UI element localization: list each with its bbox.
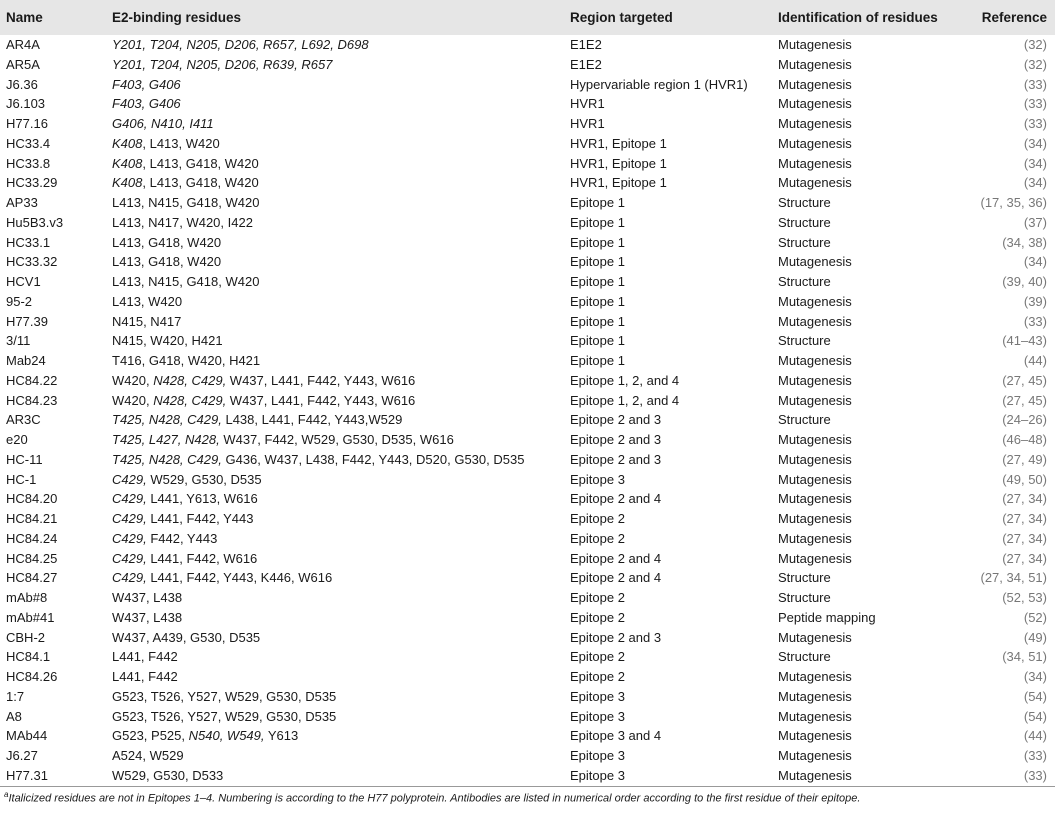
region-cell: Epitope 2 and 3	[570, 629, 662, 645]
region-cell: Epitope 1	[570, 353, 625, 368]
italic-residue-segment: N540, W549,	[188, 728, 265, 744]
region-cell: Epitope 3	[570, 471, 625, 487]
table-row	[0, 55, 1055, 75]
region-cell: E1E2	[570, 56, 602, 72]
antibody-name-cell: e20	[6, 432, 28, 447]
table-row	[0, 766, 1055, 786]
italic-residue-segment: C429,	[112, 550, 147, 566]
residue-segment: W420,	[112, 372, 154, 388]
reference-cell: (34, 38)	[1002, 234, 1047, 250]
region-cell: HVR1, Epitope 1	[570, 175, 667, 191]
residues-cell	[106, 331, 564, 351]
region-cell: Epitope 2 and 3	[570, 412, 662, 428]
antibody-name-cell: A8	[6, 708, 22, 724]
residue-segment: W420,	[112, 392, 154, 408]
identification-cell: Mutagenesis	[778, 728, 852, 744]
table-row	[0, 410, 1055, 430]
reference-cell: (33)	[1023, 76, 1047, 92]
region-cell: Epitope 2 and 4	[570, 491, 662, 507]
residues-cell	[106, 707, 564, 727]
residue-segment: L441, F442, Y443, K446, W616	[146, 570, 333, 586]
reference-cell: (32)	[1023, 37, 1047, 52]
table-row	[0, 94, 1055, 114]
residues-cell	[106, 766, 564, 786]
residue-segment: F442, Y443	[146, 530, 218, 546]
identification-cell: Mutagenesis	[778, 175, 852, 191]
reference-cell: (52)	[1023, 609, 1047, 625]
residue-segment: L441, F442	[112, 649, 178, 665]
antibody-name-cell: HC33.29	[6, 175, 58, 191]
reference-cell: (54)	[1023, 708, 1047, 724]
antibody-name-cell: CBH-2	[6, 629, 46, 645]
residues-cell	[106, 213, 564, 233]
residue-segment: W437, F442, W529, G530, D535, W616	[219, 432, 454, 447]
table-row	[0, 391, 1055, 411]
residues-cell	[106, 588, 564, 608]
antibody-name-cell: HC84.21	[6, 511, 58, 526]
residue-segment: L441, Y613, W616	[146, 491, 258, 507]
table-row	[0, 529, 1055, 549]
antibody-name-cell: HC84.24	[6, 530, 58, 546]
antibody-name-cell: MAb44	[6, 728, 48, 744]
reference-cell: (54)	[1023, 688, 1047, 704]
residues-cell	[106, 410, 564, 430]
identification-cell: Structure	[778, 649, 831, 665]
residue-segment: L413, N415, G418, W420	[112, 274, 260, 289]
table-row	[0, 509, 1055, 529]
region-cell: Epitope 3	[564, 766, 772, 786]
residue-segment: , L413, G418, W420	[142, 175, 259, 191]
region-cell: Epitope 1	[570, 333, 625, 349]
reference-cell: (33)	[970, 766, 1055, 786]
italic-residue-segment: C429,	[112, 471, 147, 487]
antibody-name-cell: 95-2	[6, 293, 33, 309]
residues-cell	[106, 667, 564, 687]
reference-cell: (34)	[1023, 135, 1047, 151]
reference-cell: (33)	[1023, 116, 1047, 131]
residues-cell	[106, 134, 564, 154]
reference-cell: (33)	[1023, 313, 1047, 329]
antibody-name-cell: HC-1	[6, 471, 37, 487]
italic-residue-segment: Y201, T204, N205, D206, R657, L692, D698	[112, 37, 369, 52]
residues-cell	[106, 391, 564, 411]
identification-cell: Mutagenesis	[778, 135, 852, 151]
table-row	[0, 75, 1055, 95]
identification-cell: Mutagenesis	[778, 511, 852, 526]
residues-cell	[106, 35, 564, 55]
antibody-name-cell: J6.103	[6, 96, 46, 112]
reference-cell: (27, 45)	[1002, 392, 1047, 408]
italic-residue-segment: T425, L427, N428,	[112, 432, 220, 447]
antibody-name-cell: HC84.23	[6, 392, 58, 408]
table-row	[0, 568, 1055, 588]
reference-cell: (27, 34)	[1002, 530, 1047, 546]
table-row	[0, 608, 1055, 628]
residues-cell	[106, 193, 564, 213]
table-row	[0, 331, 1055, 351]
identification-cell: Mutagenesis	[778, 432, 852, 447]
antibody-name-cell: 3/11	[6, 333, 31, 349]
table-row	[0, 707, 1055, 727]
table-header-row	[0, 0, 1055, 35]
identification-cell: Structure	[778, 234, 831, 250]
identification-cell: Mutagenesis	[778, 372, 852, 388]
region-cell: Epitope 2 and 3	[570, 432, 662, 447]
identification-cell: Mutagenesis	[778, 155, 852, 171]
table-row	[0, 667, 1055, 687]
table-row	[0, 588, 1055, 608]
antibody-name-cell: HC33.32	[6, 254, 58, 270]
region-cell: Epitope 1	[570, 254, 625, 270]
italic-residue-segment: T425, N428, C429,	[112, 451, 222, 467]
residue-segment: Y613	[264, 728, 299, 744]
residues-cell	[106, 312, 564, 332]
table-row	[0, 647, 1055, 667]
residue-segment: A524, W529	[112, 748, 184, 763]
table-row	[0, 154, 1055, 174]
reference-cell: (27, 49)	[1002, 451, 1047, 467]
table-row	[0, 233, 1055, 253]
italic-residue-segment: F403, G406	[112, 96, 181, 112]
table-row	[0, 687, 1055, 707]
table-row	[0, 312, 1055, 332]
region-cell: Epitope 3 and 4	[570, 728, 662, 744]
identification-cell: Mutagenesis	[778, 392, 852, 408]
antibody-name-cell: HC84.27	[6, 570, 58, 586]
reference-cell: (34, 51)	[1002, 649, 1047, 665]
table-row	[0, 213, 1055, 233]
italic-residue-segment: N428, C429,	[153, 372, 227, 388]
table-row	[0, 272, 1055, 292]
residues-cell	[106, 430, 564, 450]
reference-cell: (52, 53)	[1002, 590, 1047, 605]
reference-cell: (24–26)	[1002, 412, 1047, 428]
region-cell: Epitope 2 and 3	[570, 451, 662, 467]
identification-cell: Mutagenesis	[778, 56, 852, 72]
antibody-name-cell: HC33.4	[6, 135, 51, 151]
region-cell: HVR1	[570, 96, 605, 112]
residue-segment: L441, F442	[112, 669, 178, 684]
table-row	[0, 430, 1055, 450]
residues-cell	[106, 114, 564, 134]
region-cell: Epitope 1	[570, 313, 625, 329]
table-footnote	[4, 790, 860, 805]
residues-cell	[106, 351, 564, 371]
residue-segment: L441, F442, W616	[146, 550, 258, 566]
identification-cell: Peptide mapping	[778, 609, 876, 625]
identification-cell: Mutagenesis	[778, 451, 852, 467]
identification-cell: Mutagenesis	[778, 471, 852, 487]
table-row	[0, 252, 1055, 272]
table-row	[0, 549, 1055, 569]
region-cell: Epitope 2	[570, 511, 625, 526]
reference-cell: (49, 50)	[1002, 471, 1047, 487]
residue-segment: L413, N417, W420, I422	[112, 214, 253, 230]
reference-cell: (39, 40)	[1002, 274, 1047, 289]
antibody-name-cell: AP33	[6, 195, 38, 210]
identification-cell: Mutagenesis	[778, 116, 852, 131]
antibody-name-cell: H77.39	[6, 313, 48, 329]
identification-cell: Mutagenesis	[778, 688, 852, 704]
table-row	[0, 193, 1055, 213]
antibody-name-cell: Mab24	[6, 353, 46, 368]
reference-cell: (27, 34)	[1002, 550, 1047, 566]
region-cell: Epitope 1	[570, 214, 625, 230]
residue-segment: G523, P525,	[112, 728, 189, 744]
identification-cell: Structure	[778, 333, 831, 349]
region-cell: HVR1, Epitope 1	[570, 155, 667, 171]
identification-cell: Mutagenesis	[778, 629, 852, 645]
antibody-name-cell: HCV1	[6, 274, 41, 289]
header-region: Region targeted	[570, 10, 673, 25]
italic-residue-segment: C429,	[112, 530, 147, 546]
italic-residue-segment: F403, G406	[112, 76, 181, 92]
residues-cell	[106, 371, 564, 391]
residue-segment: , L413, G418, W420	[142, 155, 259, 171]
residue-segment: G523, T526, Y527, W529, G530, D535	[112, 688, 337, 704]
residues-cell	[106, 75, 564, 95]
region-cell: Epitope 1	[570, 234, 625, 250]
table-row	[0, 726, 1055, 746]
italic-residue-segment: K408	[112, 155, 143, 171]
reference-cell: (37)	[1023, 214, 1047, 230]
region-cell: Epitope 1	[570, 195, 625, 210]
residues-cell	[106, 470, 564, 490]
residue-segment: N415, N417	[112, 313, 182, 329]
antibody-name-cell: J6.27	[6, 748, 38, 763]
header-identification: Identification of residues	[778, 10, 938, 25]
residue-segment: , L413, W420	[142, 135, 220, 151]
antibody-name-cell: HC84.25	[6, 550, 58, 566]
residues-cell	[106, 549, 564, 569]
reference-cell: (46–48)	[1002, 432, 1047, 447]
identification-cell: Structure	[778, 274, 831, 289]
residues-cell	[106, 529, 564, 549]
reference-cell: (34)	[1023, 254, 1047, 270]
table-row	[0, 371, 1055, 391]
antibody-name-cell: AR3C	[6, 412, 41, 428]
antibody-name-cell: H77.31	[0, 766, 106, 786]
italic-residue-segment: C429,	[112, 511, 147, 526]
table-row	[0, 628, 1055, 648]
identification-cell: Structure	[778, 195, 831, 210]
residues-cell	[106, 608, 564, 628]
identification-cell: Mutagenesis	[778, 708, 852, 724]
residues-cell	[106, 233, 564, 253]
region-cell: Epitope 3	[570, 748, 625, 763]
reference-cell: (49)	[1023, 629, 1047, 645]
table-row	[0, 351, 1055, 371]
antibody-name-cell: mAb#41	[6, 609, 55, 625]
reference-cell: (44)	[1023, 728, 1047, 744]
reference-cell: (27, 34)	[1002, 491, 1047, 507]
table-row	[0, 35, 1055, 55]
antibody-name-cell: HC-11	[6, 451, 43, 467]
antibody-name-cell: HC84.1	[6, 649, 51, 665]
identification-cell: Mutagenesis	[778, 550, 852, 566]
identification-cell: Mutagenesis	[778, 313, 852, 329]
reference-cell: (27, 34, 51)	[980, 570, 1047, 586]
identification-cell: Mutagenesis	[778, 669, 852, 684]
residues-cell	[106, 450, 564, 470]
region-cell: Epitope 2	[570, 649, 625, 665]
italic-residue-segment: N428, C429,	[153, 392, 227, 408]
region-cell: Epitope 3	[570, 708, 625, 724]
region-cell: Epitope 2	[570, 609, 625, 625]
region-cell: Epitope 2	[570, 530, 625, 546]
footnote-text: Italicized residues are not in Epitopes 1–4. Numbering is according to the H77 polyprotein. Antibodies are listed in numerical order according to the first residue of their epitope.	[8, 792, 861, 805]
antibody-name-cell: HC33.1	[6, 234, 51, 250]
residues-cell	[106, 509, 564, 529]
antibody-name-cell: AR5A	[6, 56, 40, 72]
identification-cell: Structure	[778, 570, 831, 586]
table-row	[0, 114, 1055, 134]
italic-residue-segment: K408	[112, 175, 143, 191]
region-cell: E1E2	[570, 37, 602, 52]
identification-cell: Mutagenesis	[778, 293, 852, 309]
residue-segment: T416, G418, W420, H421	[112, 353, 261, 368]
reference-cell: (33)	[1023, 748, 1047, 763]
identification-cell: Mutagenesis	[778, 76, 852, 92]
residue-segment: L438, L441, F442, Y443,W529	[221, 412, 403, 428]
residues-cell	[106, 647, 564, 667]
identification-cell: Structure	[778, 590, 831, 605]
residues-cell	[106, 173, 564, 193]
residue-segment: L413, W420	[112, 293, 183, 309]
table-row	[0, 134, 1055, 154]
italic-residue-segment: C429,	[112, 570, 147, 586]
identification-cell: Mutagenesis	[778, 530, 852, 546]
residues-cell	[106, 94, 564, 114]
residues-cell	[106, 55, 564, 75]
region-cell: Epitope 1	[570, 274, 625, 289]
residue-segment: L413, G418, W420	[112, 254, 222, 270]
table-row	[0, 746, 1055, 766]
table-row	[0, 470, 1055, 490]
reference-cell: (27, 45)	[1002, 372, 1047, 388]
header-residues: E2-binding residues	[112, 10, 242, 25]
italic-residue-segment: G406, N410, I411	[112, 116, 214, 131]
residues-cell	[106, 628, 564, 648]
residue-segment: L413, N415, G418, W420	[112, 195, 260, 210]
residue-segment: G436, W437, L438, F442, Y443, D520, G530, D535	[221, 451, 525, 467]
identification-cell: Mutagenesis	[778, 748, 852, 763]
region-cell: Epitope 3	[570, 688, 625, 704]
residues-cell	[106, 489, 564, 509]
residues-cell	[106, 746, 564, 766]
antibody-name-cell: mAb#8	[6, 590, 48, 605]
reference-cell: (34)	[1023, 669, 1047, 684]
region-cell: Hypervariable region 1 (HVR1)	[570, 76, 748, 92]
residue-segment: W529, G530, D533	[112, 767, 224, 783]
reference-cell: (17, 35, 36)	[980, 195, 1047, 210]
residue-segment: N415, W420, H421	[112, 333, 223, 349]
identification-cell: Structure	[778, 412, 831, 428]
identification-cell: Mutagenesis	[778, 254, 852, 270]
antibody-name-cell: HC84.20	[6, 491, 58, 507]
antibody-name-cell: HC33.8	[6, 155, 51, 171]
reference-cell: (41–43)	[1002, 333, 1047, 349]
identification-cell: Mutagenesis	[778, 491, 852, 507]
footnote-marker: a	[4, 790, 9, 799]
italic-residue-segment: K408	[112, 135, 143, 151]
reference-cell: (39)	[1023, 293, 1047, 309]
table-row	[0, 450, 1055, 470]
reference-cell: (34)	[1023, 175, 1047, 191]
identification-cell: Mutagenesis	[778, 96, 852, 112]
region-cell: Epitope 1	[570, 293, 625, 309]
residue-segment: W529, G530, D535	[146, 471, 262, 487]
region-cell: Epitope 2	[570, 590, 625, 605]
region-cell: Epitope 1, 2, and 4	[570, 392, 680, 408]
reference-cell: (44)	[1023, 353, 1047, 368]
residues-cell	[106, 726, 564, 746]
residues-cell	[106, 687, 564, 707]
table-row	[0, 173, 1055, 193]
residues-cell	[106, 272, 564, 292]
residues-cell	[106, 568, 564, 588]
antibody-name-cell: 1:7	[6, 688, 25, 704]
antibody-name-cell: HC84.26	[6, 669, 58, 684]
italic-residue-segment: Y201, T204, N205, D206, R639, R657	[112, 56, 333, 72]
residues-cell	[106, 292, 564, 312]
residues-cell	[106, 154, 564, 174]
residue-segment: W437, L438	[112, 590, 183, 605]
header-name: Name	[6, 10, 43, 25]
italic-residue-segment: T425, N428, C429,	[112, 412, 222, 428]
antibody-name-cell: H77.16	[6, 116, 48, 131]
table-row	[0, 292, 1055, 312]
reference-cell: (34)	[1023, 155, 1047, 171]
table-body	[0, 35, 1055, 786]
reference-cell: (32)	[1023, 56, 1047, 72]
identification-cell: Structure	[778, 214, 831, 230]
region-cell: Epitope 2	[570, 669, 625, 684]
identification-cell: Mutagenesis	[778, 37, 852, 52]
residue-segment: L441, F442, Y443	[146, 511, 254, 526]
region-cell: Epitope 2 and 4	[570, 570, 662, 586]
region-cell: Epitope 1, 2, and 4	[570, 372, 680, 388]
residue-segment: W437, L441, F442, Y443, W616	[226, 372, 416, 388]
reference-cell: (27, 34)	[1002, 511, 1047, 526]
residue-segment: L413, G418, W420	[112, 234, 222, 250]
residue-segment: W437, A439, G530, D535	[112, 629, 261, 645]
residue-segment: W437, L441, F442, Y443, W616	[226, 392, 416, 408]
antibody-name-cell: HC84.22	[6, 372, 58, 388]
antibody-name-cell: AR4A	[6, 37, 40, 52]
header-reference: Reference	[981, 10, 1047, 25]
region-cell: Epitope 2 and 4	[570, 550, 662, 566]
residue-segment: W437, L438	[112, 609, 183, 625]
residues-cell	[106, 252, 564, 272]
antibody-name-cell: J6.36	[6, 76, 38, 92]
italic-residue-segment: C429,	[112, 491, 147, 507]
identification-cell: Mutagenesis	[778, 353, 852, 368]
region-cell: HVR1	[570, 116, 605, 131]
table-row	[0, 489, 1055, 509]
residue-segment: G523, T526, Y527, W529, G530, D535	[112, 708, 337, 724]
reference-cell: (33)	[1023, 96, 1047, 112]
region-cell: HVR1, Epitope 1	[570, 135, 667, 151]
identification-cell: Mutagenesis	[772, 766, 970, 786]
antibody-name-cell: Hu5B3.v3	[6, 214, 64, 230]
